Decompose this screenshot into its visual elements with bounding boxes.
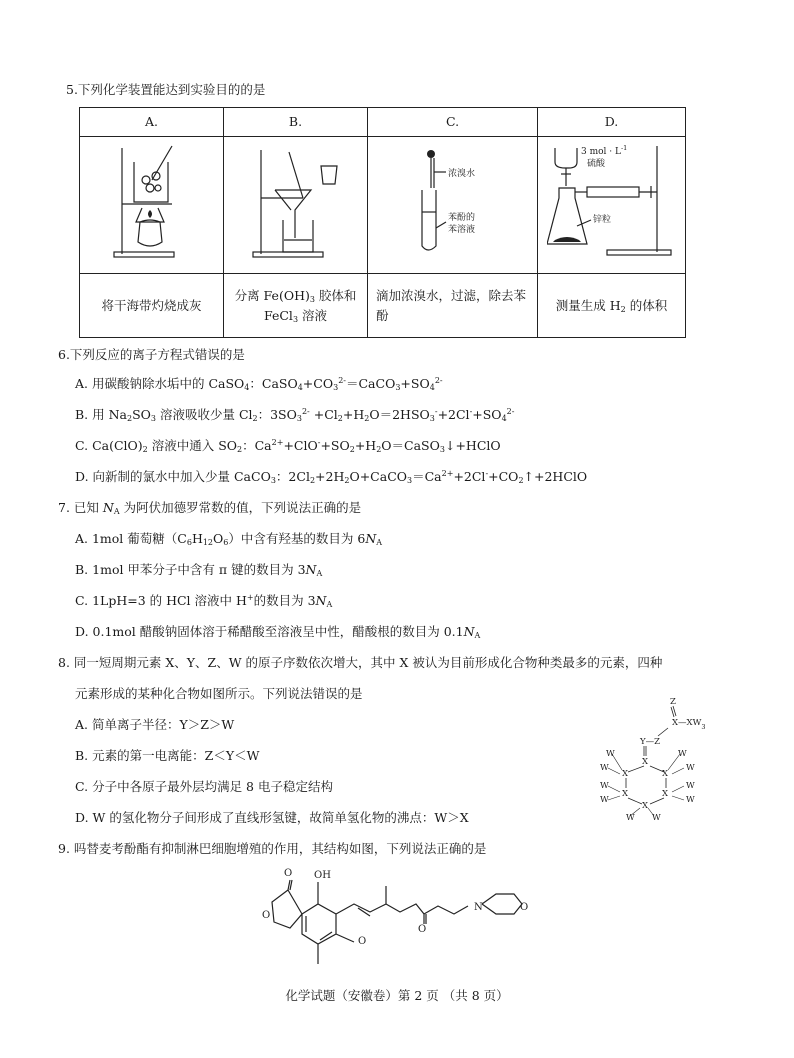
q9-mycophenolate-structure — [258, 864, 538, 976]
q5-header-a: A. — [80, 108, 224, 137]
q6-option-d: D. 向新制的氯水中加入少量 CaCO$_3$：$2Cl_2+2H_2O+CaCO_3=Ca^{2+}+2Cl^-+CO_2↑+2HClO$ — [75, 469, 588, 485]
q5-stem: 5.下列化学装置能达到实验目的的是 — [66, 82, 266, 97]
struct-o-carbonyl: O — [284, 868, 293, 879]
page-footer: 化学试题（安徽卷）第 2 页 （共 8 页） — [285, 988, 509, 1003]
struct-n: N — [474, 902, 483, 913]
struct-x-1: X — [642, 757, 649, 767]
q8-stem-line-1: 8. 同一短周期元素 X、Y、Z、W 的原子序数依次增大，其中 X 被认为目前形成化合物种类最多的元素，四种 — [58, 655, 663, 670]
q9-stem: 9. 吗替麦考酚酯有抑制淋巴细胞增殖的作用，其结构如图，下列说法正确的是 — [58, 841, 487, 856]
q6-option-b: B. 用 $Na_2SO_3$ 溶液吸收少量 $Cl_2$：$3SO_3^{2-} +Cl_2+H_2O=2HSO_3^-+2Cl^-+SO_4^{2-}$ — [75, 407, 515, 423]
q5-apparatus-table — [79, 107, 686, 338]
q6-stem: 6.下列反应的离子方程式错误的是 — [58, 347, 245, 362]
struct-x-5: X — [662, 789, 669, 799]
struct-w-7: W — [678, 749, 687, 759]
struct-w-2: W — [600, 763, 609, 773]
struct-o-methoxy: O — [358, 936, 367, 947]
gas-syringe-apparatus-icon — [547, 140, 677, 264]
struct-x-4: X — [622, 789, 629, 799]
acid-concentration-label: 3 mol · $L^{-1}$ — [580, 144, 627, 157]
q8-option-c: C. 分子中各原子最外层均满足 8 电子稳定结构 — [75, 779, 333, 794]
struct-w-8: W — [686, 763, 695, 773]
struct-w-5: W — [626, 813, 635, 823]
struct-o-morpholine: O — [520, 902, 529, 913]
q8-stem-line-2: 元素形成的某种化合物如图所示。下列说法错误的是 — [75, 686, 363, 701]
q7-option-b: B. 1mol 甲苯分子中含有 π 键的数目为 $3N_A$ — [75, 562, 323, 578]
dropper-test-tube-icon — [398, 142, 508, 262]
struct-w-6: W — [652, 813, 661, 823]
q8-option-a: A. 简单离子半径：Y＞Z＞W — [75, 717, 235, 732]
struct-x-right: $X—XW_3$ — [672, 718, 706, 731]
struct-x-3: X — [662, 769, 669, 779]
struct-x-6: X — [642, 801, 649, 811]
struct-w-10: W — [686, 795, 695, 805]
struct-w-1: W — [606, 749, 615, 759]
struct-z-top: Z — [670, 697, 676, 707]
q5-caption-b: 分离 $Fe(OH)_3$ 胶体和 FeCl$_3$ 溶液 — [224, 274, 368, 338]
struct-y-z: Y—Z — [640, 737, 661, 747]
struct-o-ring: O — [262, 910, 271, 921]
struct-o-ester: O — [418, 924, 427, 935]
struct-w-4: W — [600, 795, 609, 805]
struct-w-3: W — [600, 781, 609, 791]
acid-label: 硫酸 — [586, 159, 605, 169]
q7-option-a: A. 1mol 葡萄糖$(C_6H_{12}O_6)$中含有羟基的数目为 $6N_A$ — [75, 531, 383, 547]
struct-w-9: W — [686, 781, 695, 791]
bromine-water-label: 浓溴水 — [447, 169, 475, 179]
zinc-label: 锌粒 — [592, 215, 611, 225]
q5-header-b: B. — [224, 108, 368, 137]
q6-option-a: A. 用碳酸钠除水垢中的 CaSO$_4$：$CaSO_4+CO_3^{2-}=CaCO_3+SO_4^{2-}$ — [75, 376, 443, 392]
q6-option-c: C. $Ca(ClO)_2$ 溶液中通入 $SO_2$：$Ca^{2+}+ClO^-+SO_2+H_2O=CaSO_3↓+HClO$ — [75, 438, 501, 454]
struct-oh: OH — [314, 870, 331, 881]
q5-figure-a — [80, 137, 224, 274]
q5-figure-b — [224, 137, 368, 274]
phenol-solution-label-2: 苯溶液 — [447, 225, 475, 235]
q7-option-c: C. 1LpH=3 的 HCl 溶液中 H+的数目为 $3N_A$ — [75, 593, 333, 609]
q5-caption-d: 测量生成 $H_2$ 的体积 — [538, 274, 686, 338]
struct-x-2: X — [622, 769, 629, 779]
phenol-solution-label-1: 苯酚的 — [447, 213, 475, 223]
q5-header-d: D. — [538, 108, 686, 137]
q7-option-d: D. 0.1mol 醋酸钠固体溶于稀醋酸至溶液呈中性，醋酸根的数目为 $0.1N_A$ — [75, 624, 481, 640]
burning-apparatus-icon — [112, 142, 192, 262]
q8-option-b: B. 元素的第一电离能：Z＜Y＜W — [75, 748, 260, 763]
q5-caption-a: 将干海带灼烧成灰 — [80, 274, 224, 338]
q5-caption-c: 滴加浓溴水，过滤，除去苯酚 — [368, 274, 538, 338]
q5-figure-d — [538, 137, 686, 274]
filtration-apparatus-icon — [251, 142, 341, 262]
q7-stem: 7. 已知 $N_A$ 为阿伏加德罗常数的值，下列说法正确的是 — [58, 500, 362, 516]
q8-option-d: D. W 的氢化物分子间形成了直线形氢键，故简单氢化物的沸点：W＞X — [75, 810, 469, 825]
q8-compound-structure — [592, 694, 762, 824]
q5-figure-c — [368, 137, 538, 274]
q5-header-c: C. — [368, 108, 538, 137]
